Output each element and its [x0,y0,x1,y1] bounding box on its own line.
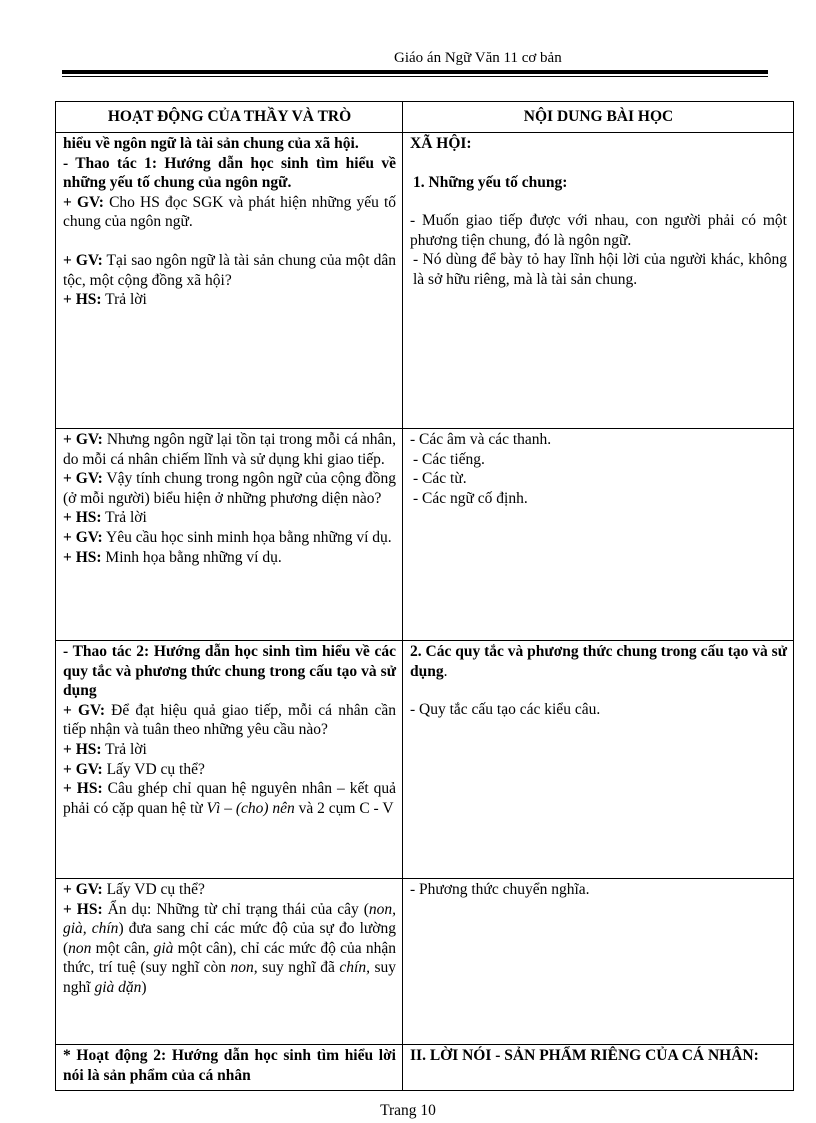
activity-text-italic: chín, [339,959,370,977]
activity-text [63,880,396,900]
content-cell [403,133,794,429]
content-heading-text: 2. Các quy tắc và phương thức chung trong cấu tạo và sử dụng [410,643,787,680]
activity-text-body: suy nghĩ [63,959,396,996]
content-text: - Các âm và các thanh. [410,431,552,448]
role-label: + HS: [63,509,102,527]
content-text: - Các ngữ cố định. [413,489,528,507]
activity-text-body: Trả lời [101,291,147,309]
role-label: + GV: [63,470,103,488]
role-label: + HS: [63,900,103,918]
activity-text: hiểu về ngôn ngữ là tài sản chung của xã hội. [63,135,359,152]
activity-text [63,528,396,548]
activity-text-body: Yêu cầu học sinh minh họa bằng những ví dụ. [102,528,392,546]
content-cell [403,429,794,641]
activity-text-body: Trả lời [101,740,147,758]
activity-text [63,779,396,818]
column-header-activities: HOẠT ĐỘNG CỦA THẦY VÀ TRÒ [56,102,403,133]
content-text: - Muốn giao tiếp được với nhau, con người phải có một phương tiện chung, đó là ngôn ngữ. [410,212,787,249]
activity-text-italic: non [68,939,92,957]
activity-text-italic: già dặn [94,978,142,996]
activity-text [63,701,396,740]
activity-cell [56,133,403,429]
activity-text [63,430,396,469]
activity-text [63,290,396,310]
activity-text [63,469,396,508]
activity-text: * Hoạt động 2: Hướng dẫn học sinh tìm hiểu lời nói là sản phẩm của cá nhân [63,1047,396,1084]
role-label: + GV: [63,193,104,211]
activity-text-body: Nhưng ngôn ngữ lại tồn tại trong mỗi cá nhân, do mỗi cá nhân chiếm lĩnh và sử dụng khi giao tiếp. [63,431,396,468]
activity-cell [56,429,403,641]
table-row [56,879,794,1045]
column-header-content: NỘI DUNG BÀI HỌC [403,102,794,133]
activity-text-body: Lấy VD cụ thể? [102,881,205,898]
role-label: + GV: [63,528,103,546]
page-number: Trang 10 [380,1102,436,1119]
table-header-row [56,102,794,133]
activity-text-body: Trả lời [101,509,147,527]
activity-cell [56,641,403,879]
activity-text-body: một cân, [91,939,154,957]
activity-text-italic: non, [230,959,258,977]
content-cell [403,1045,794,1091]
activity-text-body: ) đưa sang chỉ các mức độ của sự đo lường ( [63,920,396,957]
activity-text-body: và 2 cụm C - V [294,799,394,817]
document-header-title: Giáo án Ngữ Văn 11 cơ bản [394,50,562,66]
activity-text: - Thao tác 1: Hướng dẫn học sinh tìm hiểu về những yếu tố chung của ngôn ngữ. [63,154,396,192]
role-label: + HS: [63,291,102,309]
activity-text-body: Ẩn dụ: Những từ chỉ trạng thái của cây ( [102,900,369,918]
role-label: + GV: [63,251,103,269]
content-cell [403,879,794,1045]
table-row [56,641,794,879]
activity-text [63,193,396,232]
activity-text [63,548,396,568]
content-text: - Nó dùng để bày tỏ hay lĩnh hội lời của người khác, không là sở hữu riêng, mà là tài sản chung. [413,251,787,288]
activity-text-body: Minh họa bằng những ví dụ. [101,548,282,566]
activity-text-body: Vậy tính chung trong ngôn ngữ của cộng đồng (ở mỗi người) biểu hiện ở những phương diện nào? [63,470,396,507]
activity-text [63,251,396,290]
lesson-table [55,101,794,1091]
activity-text-body: Để đạt hiệu quả giao tiếp, mỗi cá nhân cần tiếp nhận và tuân theo những yêu cầu nào? [63,701,396,739]
activity-text-body: Tại sao ngôn ngữ là tài sản chung của một dân tộc, một cộng đồng xã hội? [63,251,396,289]
activity-text [63,760,396,780]
activity-text-body: ) [141,978,147,996]
role-label: + HS: [63,740,102,758]
activity-text [63,740,396,760]
activity-text-italic: Vì – (cho) nên [206,799,295,817]
content-text: - Các từ. [413,470,467,488]
role-label: + GV: [63,881,103,898]
content-heading-end: . [443,662,448,680]
table-row [56,429,794,641]
content-heading: XÃ HỘI: [410,135,472,152]
content-heading: 1. Những yếu tố chung: [413,173,568,191]
header-rule-thin [62,76,768,77]
content-heading [410,642,787,681]
header-rule-thick [62,70,768,74]
activity-text-italic: non, già, chín [63,900,397,938]
activity-text-body: Câu ghép chỉ quan hệ nguyên nhân – kết quả phải có cặp quan hệ từ [63,780,397,817]
activity-cell [56,1045,403,1091]
role-label: + GV: [63,431,103,448]
content-cell [403,641,794,879]
role-label: + GV: [63,701,105,719]
role-label: + GV: [63,760,103,778]
activity-text-body: suy nghĩ đã [257,959,340,977]
activity-text [63,900,396,998]
role-label: + HS: [63,780,103,798]
activity-text-body: Cho HS đọc SGK và phát hiện những yếu tố chung của ngôn ngữ. [63,193,396,231]
content-text: - Phương thức chuyển nghĩa. [410,881,590,898]
table-row [56,133,794,429]
activity-text-italic: già [153,939,174,957]
activity-text [63,508,396,528]
content-heading: II. LỜI NÓI - SẢN PHẨM RIÊNG CỦA CÁ NHÂN: [410,1047,759,1064]
table-row [56,1045,794,1091]
activity-text-body: một cân), chỉ các mức độ của nhận thức, trí tuệ (suy nghĩ còn [63,939,396,977]
activity-cell [56,879,403,1045]
activity-text-body: Lấy VD cụ thể? [102,760,205,778]
content-text: - Quy tắc cấu tạo các kiểu câu. [410,701,601,719]
role-label: + HS: [63,548,102,566]
activity-text: - Thao tác 2: Hướng dẫn học sinh tìm hiểu về các quy tắc và phương thức chung trong cấu tạo và sử dụng [63,643,396,700]
content-text: - Các tiếng. [413,450,485,468]
